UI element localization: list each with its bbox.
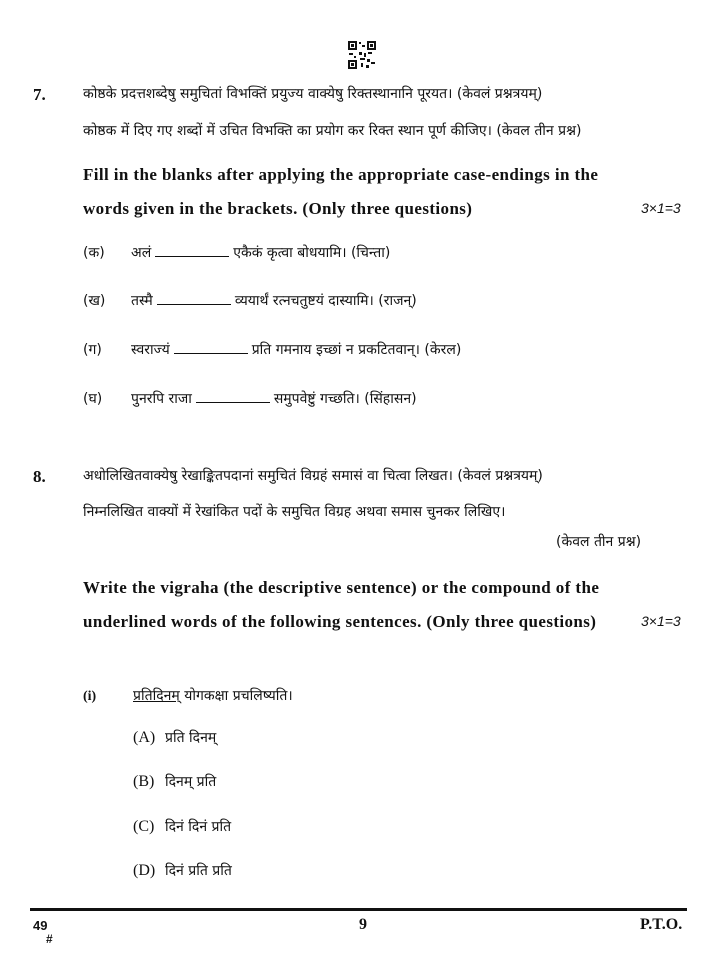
option-d bbox=[133, 861, 232, 880]
page-number: 9 bbox=[359, 916, 367, 933]
q7-item-ka bbox=[83, 243, 390, 262]
item-text-before: अलं bbox=[131, 245, 152, 261]
blank-line bbox=[157, 303, 231, 305]
option-text: दिनं दिनं प्रति bbox=[165, 819, 232, 835]
q8-english-line-2: underlined words of the following sentences. (Only three questions) bbox=[83, 612, 597, 631]
q7-item-ga bbox=[83, 340, 461, 359]
option-a bbox=[133, 728, 216, 747]
paper-code: 49 bbox=[33, 918, 48, 933]
item-text-before: पुनरपि राजा bbox=[131, 391, 192, 407]
q8-sanskrit-instruction: अधोलिखितवाक्येषु रेखाङ्कितपदानां समुचितं विग्रहं समासं वा चित्वा लिखत। (केवलं प्रश्नत्रयम्) bbox=[83, 468, 543, 484]
q7-item-gha bbox=[83, 389, 417, 408]
footer-rule bbox=[30, 908, 687, 911]
q7-english-line-1: Fill in the blanks after applying the appropriate case-endings in the bbox=[83, 165, 599, 184]
option-label: (C) bbox=[133, 818, 155, 835]
q8-subquestion-i bbox=[83, 686, 293, 705]
q8-marks: 3×1=3 bbox=[641, 613, 681, 629]
q7-item-kha bbox=[83, 291, 417, 310]
question-number-7: 7. bbox=[33, 85, 46, 104]
q8-hindi-instruction: निम्नलिखित वाक्यों में रेखांकित पदों के समुचित विग्रह अथवा समास चुनकर लिखिए। bbox=[83, 504, 506, 520]
sentence-rest: योगकक्षा प्रचलिष्यति। bbox=[179, 688, 293, 704]
item-text-after: समुपवेष्टुं गच्छति। (सिंहासन) bbox=[273, 391, 417, 407]
option-text: प्रति दिनम् bbox=[165, 730, 217, 746]
blank-line bbox=[174, 352, 248, 354]
item-text-after: एकैकं कृत्वा बोधयामि। (चिन्ता) bbox=[233, 245, 391, 261]
hash-mark: # bbox=[46, 932, 53, 946]
item-label: (ख) bbox=[83, 293, 106, 309]
item-text-before: स्वराज्यं bbox=[131, 342, 170, 358]
option-c bbox=[133, 817, 231, 836]
q7-hindi-instruction: कोष्ठक में दिए गए शब्दों में उचित विभक्ति का प्रयोग कर रिक्त स्थान पूर्ण कीजिए। (केवल तीन प्रश्न) bbox=[83, 123, 582, 139]
q7-english-line-2: words given in the brackets. (Only three questions) bbox=[83, 199, 473, 218]
option-label: (B) bbox=[133, 773, 155, 790]
q7-marks: 3×1=3 bbox=[641, 200, 681, 216]
option-text: दिनं प्रति प्रति bbox=[165, 863, 232, 879]
option-b bbox=[133, 772, 216, 791]
underlined-word: प्रतिदिनम् bbox=[133, 688, 180, 704]
subquestion-label: (i) bbox=[83, 689, 97, 704]
option-text: दिनम् प्रति bbox=[165, 774, 217, 790]
item-text-after: प्रति गमनाय इच्छां न प्रकटितवान्। (केरल) bbox=[251, 342, 462, 358]
item-label: (क) bbox=[83, 245, 105, 261]
item-label: (घ) bbox=[83, 391, 103, 407]
q7-sanskrit-instruction: कोष्ठके प्रदत्तशब्देषु समुचितां विभक्तिं प्रयुज्य वाक्येषु रिक्तस्थानानि पूरयत। (केवलं प्रश्नत्रयम्) bbox=[83, 86, 543, 102]
blank-line bbox=[155, 255, 229, 257]
blank-line bbox=[196, 401, 270, 403]
item-text-after: व्ययार्थं रत्नचतुष्टयं दास्यामि। (राजन्) bbox=[234, 293, 417, 309]
option-label: (D) bbox=[133, 862, 156, 879]
option-label: (A) bbox=[133, 729, 156, 746]
q8-hindi-note: (केवल तीन प्रश्न) bbox=[556, 534, 642, 550]
item-label: (ग) bbox=[83, 342, 102, 358]
question-number-8: 8. bbox=[33, 467, 46, 486]
q8-english-line-1: Write the vigraha (the descriptive sentence) or the compound of the bbox=[83, 578, 600, 597]
pto-label: P.T.O. bbox=[640, 916, 683, 933]
qr-code-icon bbox=[347, 40, 377, 70]
item-text-before: तस्मै bbox=[131, 293, 153, 309]
